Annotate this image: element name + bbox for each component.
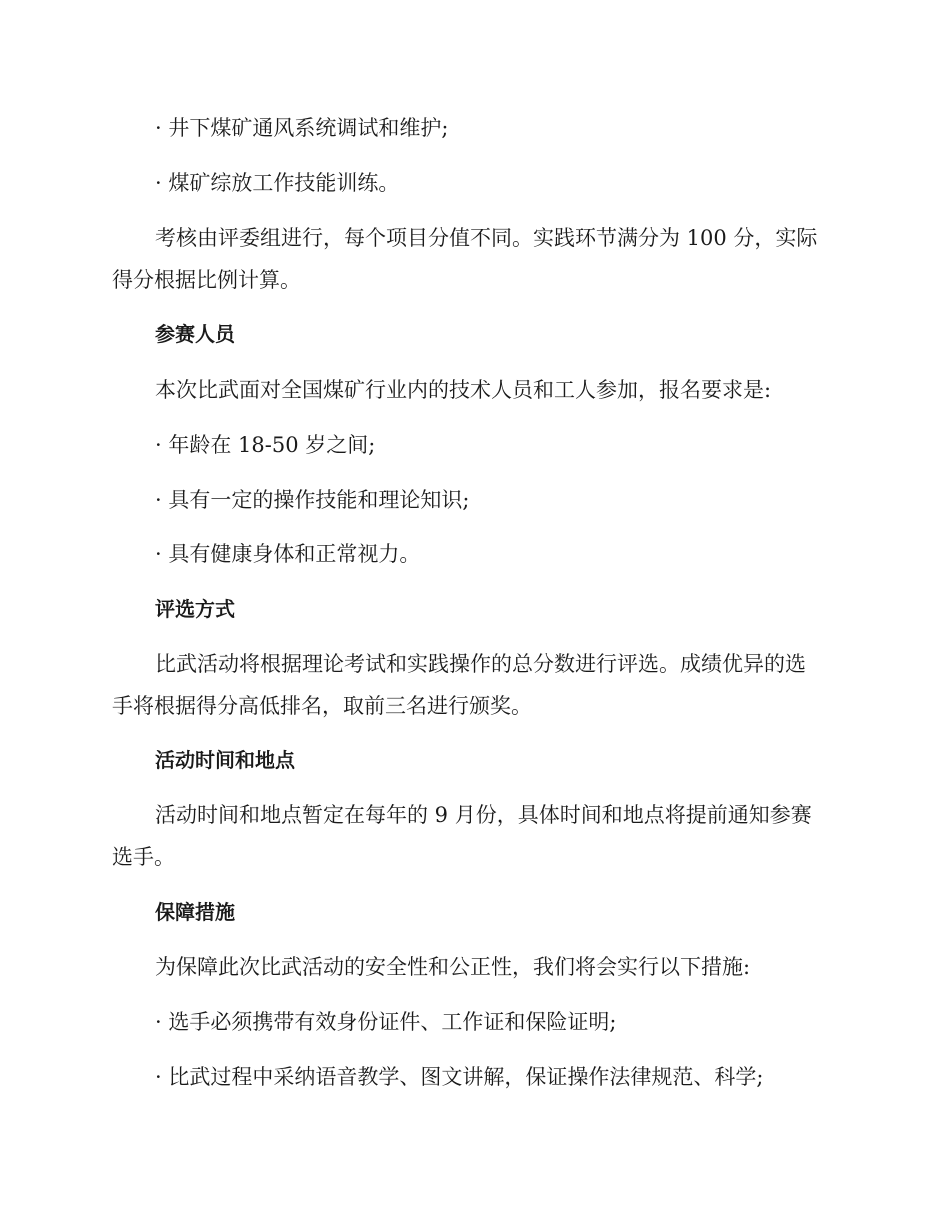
assessment-paragraph-line-1: 考核由评委组进行，每个项目分值不同。实践环节满分为 100 分，实际 [155,226,818,250]
participants-intro: 本次比武面对全国煤矿行业内的技术人员和工人参加，报名要求是: [155,378,772,402]
bullet-skill-training: · 煤矿综放工作技能训练。 [155,171,400,195]
bullet-id-documents: · 选手必须携带有效身份证件、工作证和保险证明; [155,1010,617,1034]
heading-participants: 参赛人员 [155,322,235,346]
selection-paragraph-line-1: 比武活动将根据理论考试和实践操作的总分数进行评选。成绩优异的选 [155,652,806,676]
bullet-ventilation: · 井下煤矿通风系统调试和维护; [155,116,449,140]
heading-time-place: 活动时间和地点 [155,748,295,772]
bullet-age: · 年龄在 18-50 岁之间; [155,433,376,457]
heading-selection: 评选方式 [155,597,235,621]
time-place-paragraph-line-1: 活动时间和地点暂定在每年的 9 月份，具体时间和地点将提前通知参赛 [155,803,812,827]
heading-safeguards: 保障措施 [155,900,235,924]
bullet-skills-knowledge: · 具有一定的操作技能和理论知识; [155,488,470,512]
selection-paragraph-line-2: 手将根据得分高低排名，取前三名进行颁奖。 [112,694,532,718]
time-place-paragraph-line-2: 选手。 [112,845,175,869]
safeguards-intro: 为保障此次比武活动的安全性和公正性，我们将会实行以下措施: [155,955,751,979]
bullet-teaching-methods: · 比武过程中采纳语音教学、图文讲解，保证操作法律规范、科学; [155,1065,764,1089]
assessment-paragraph-line-2: 得分根据比例计算。 [112,268,301,292]
bullet-health: · 具有健康身体和正常视力。 [155,542,421,566]
